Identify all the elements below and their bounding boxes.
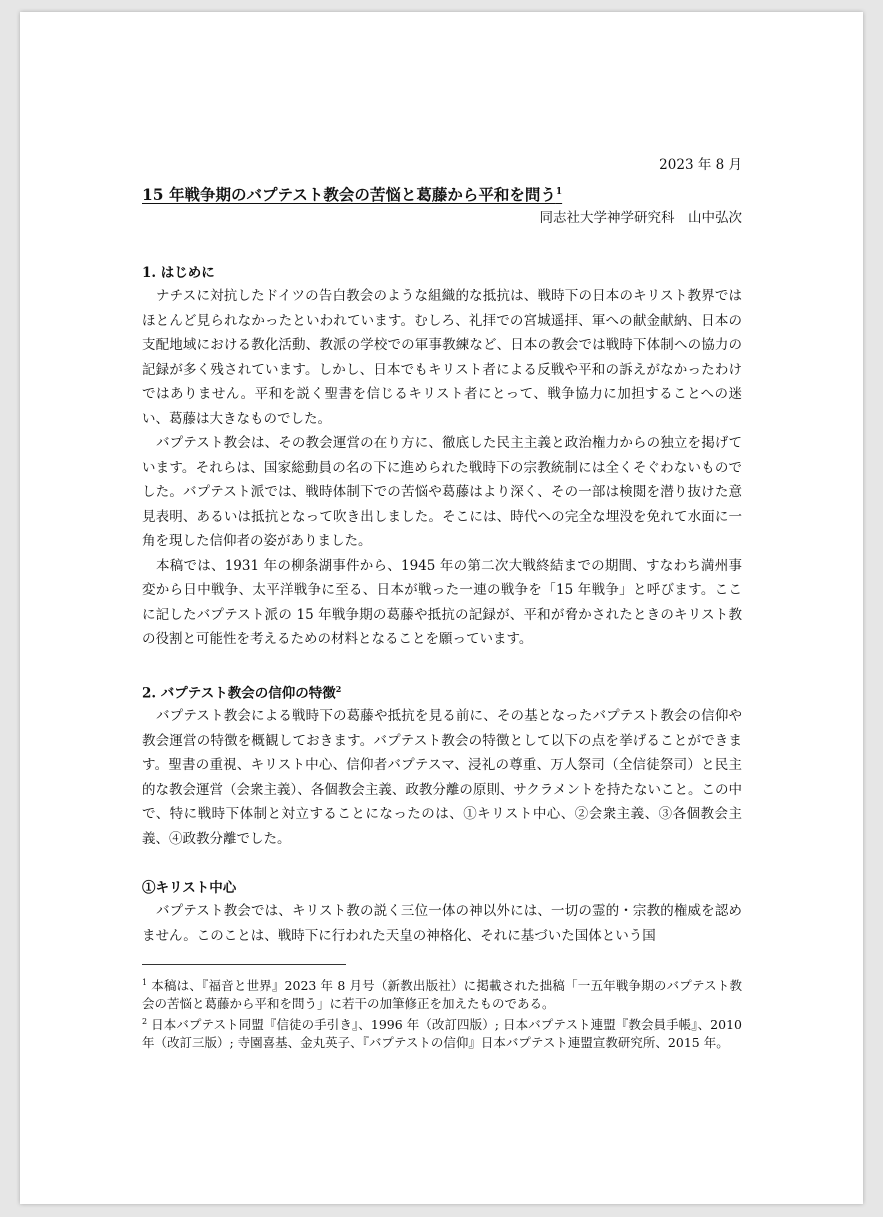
heading-footnote-mark: 2 bbox=[335, 683, 342, 694]
section-heading-text: 2. バプテスト教会の信仰の特徴 bbox=[142, 685, 336, 702]
section-heading: 1. はじめに bbox=[142, 265, 215, 282]
section-heading bbox=[142, 678, 742, 705]
paragraph: ナチスに対抗したドイツの告白教会のような組織的な抵抗は、戦時下の日本のキリスト教界ではほとんど見られなかったといわれています。むしろ、礼拝での宮城遥拝、軍への献金献納、日本の支配地域における教化活動、教派の学校での軍事教練など、日本の教会では戦時下体制への協力の記録が多く残されています。しかし、日本でもキリスト者による反戦や平和の訴えがなかったわけではありません。平和を説く聖書を信じるキリスト者にとって、戦争協力に加担することへの迷い、葛藤は大きなものでした。 bbox=[142, 288, 742, 427]
section-introduction bbox=[142, 262, 742, 652]
footnote-text: 本稿は、『福音と世界』2023 年 8 月号（新教出版社）に掲載された拙稿「一五年戦争期のバプテスト教会の苦悩と葛藤から平和を問う」に若干の加筆修正を加えたものである。 bbox=[142, 978, 742, 1012]
paragraph: バプテスト教会は、その教会運営の在り方に、徹底した民主主義と政治権力からの独立を掲げています。それらは、国家総動員の名の下に進められた戦時下の宗教統制には全くそぐわないものでした。バプテスト派では、戦時体制下での苦悩や葛藤はより深く、その一部は検閲を潜り抜けた意見表明、あるいは抵抗となって吹き出しました。そこには、時代への完全な埋没を免れて水面に一角を現した信仰者の姿がありました。 bbox=[142, 435, 742, 550]
section-baptist-features bbox=[142, 678, 742, 852]
footnote-divider bbox=[142, 964, 346, 965]
section-christ-centered bbox=[142, 877, 742, 948]
paragraph: バプテスト教会による戦時下の葛藤や抵抗を見る前に、その基となったバプテスト教会の信仰や教会運営の特徴を概観しておきます。バプテスト教会の特徴として以下の点を挙げることができます。聖書の重視、キリスト中心、信仰者バプテスマ、浸礼の尊重、万人祭司（全信徒祭司）と民主的な教会運営（会衆主義）、各個教会主義、政教分離の原則、サクラメントを持たないこと。この中で、特に戦時下体制と対立することになったのは、①キリスト中心、②会衆主義、③各個教会主義、④政教分離でした。 bbox=[142, 708, 742, 847]
footnote-text: 日本バプテスト同盟『信徒の手引き』、1996 年（改訂四版）; 日本バプテスト連盟『教会員手帳』、2010 年（改訂三版）; 寺園喜基、金丸英子、『バプテストの信仰』日本バプテスト連盟宣教研究所、2015 年。 bbox=[142, 1017, 742, 1051]
footnote bbox=[142, 974, 742, 1013]
footnote-mark: 2 bbox=[142, 1017, 148, 1027]
page-content bbox=[142, 156, 742, 1052]
subsection-heading: ①キリスト中心 bbox=[142, 880, 237, 897]
footnote-mark: 1 bbox=[142, 978, 148, 988]
title-footnote-mark: 1 bbox=[555, 187, 563, 197]
paragraph: 本稿では、1931 年の柳条湖事件から、1945 年の第二次大戦終結までの期間、すなわち満州事変から日中戦争、太平洋戦争に至る、日本が戦った一連の戦争を「15 年戦争」と呼びます。ここに記したバプテスト派の 15 年戦争期の葛藤や抵抗の記録が、平和が脅かされたときのキリスト教の役割と可能性を考えるための材料となることを願っています。 bbox=[142, 557, 742, 648]
document-date: 2023 年 8 月 bbox=[659, 157, 742, 173]
document-title bbox=[142, 181, 742, 206]
footnote bbox=[142, 1013, 742, 1052]
document-author: 同志社大学神学研究科 山中弘次 bbox=[539, 210, 742, 227]
title-text: 15 年戦争期のバプテスト教会の苦悩と葛藤から平和を問う bbox=[142, 185, 556, 205]
document-page bbox=[20, 12, 863, 1204]
paragraph: バプテスト教会では、キリスト教の説く三位一体の神以外には、一切の霊的・宗教的権威を認めません。このことは、戦時下に行われた天皇の神格化、それに基づいた国体という国 bbox=[142, 903, 742, 944]
